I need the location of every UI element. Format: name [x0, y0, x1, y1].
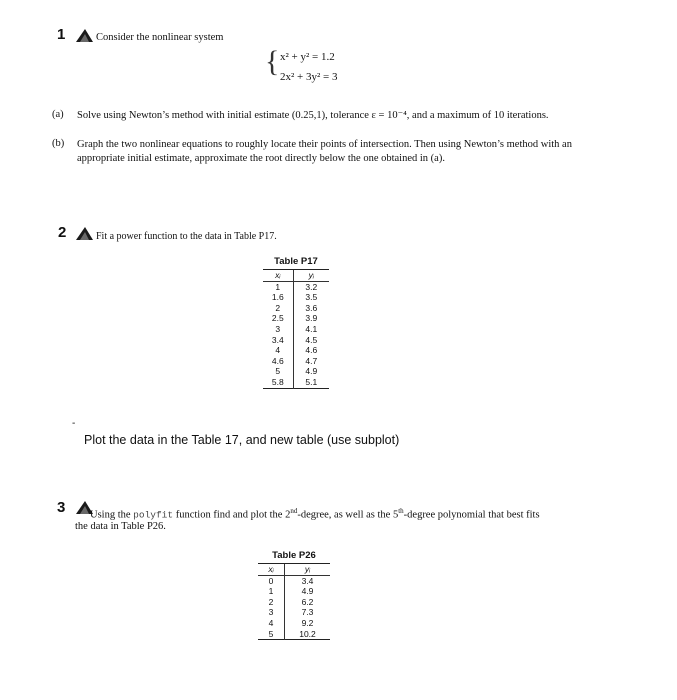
- plot-note: Plot the data in the Table 17, and new table (use subplot): [84, 433, 400, 447]
- table-p17-grid: [263, 270, 329, 389]
- intro-pre: Using the: [90, 509, 131, 521]
- cell-y: 9.2: [301, 617, 314, 628]
- cell-x: 5.8: [263, 377, 293, 388]
- cell-x: 5: [263, 366, 293, 377]
- sup-th: th: [398, 507, 404, 515]
- cell-y: 10.2: [299, 628, 316, 639]
- cell-x: 2: [258, 597, 285, 608]
- cell-y: 3.9: [305, 313, 318, 324]
- part-b-label: (b): [52, 138, 65, 149]
- table-row: [258, 629, 330, 640]
- equation-2: 2x² + 3y² = 3: [280, 71, 338, 83]
- cell-x: 3.4: [263, 335, 293, 346]
- triangle-marker-icon: [74, 225, 94, 241]
- equation-1: x² + y² = 1.2: [280, 51, 335, 63]
- cell-y: 4.9: [301, 586, 314, 597]
- table-row: [263, 356, 329, 367]
- table-row: [263, 281, 329, 292]
- table-row: [258, 618, 330, 629]
- table-p17-col-y: yᵢ: [293, 270, 329, 281]
- cell-x: 0: [258, 575, 285, 586]
- cell-x: 3: [258, 607, 285, 618]
- cell-x: 2.5: [263, 313, 293, 324]
- cell-x: 3: [263, 324, 293, 335]
- part-a-label: (a): [52, 109, 64, 120]
- problem-2-number: 2: [58, 224, 67, 241]
- intro-mid: function find and plot the 2: [175, 509, 291, 521]
- cell-x: 4: [258, 618, 285, 629]
- table-row: [263, 377, 329, 388]
- cell-x: 1: [263, 281, 293, 292]
- table-p26-col-y: yᵢ: [285, 564, 331, 575]
- table-p17-title: Table P17: [263, 256, 329, 270]
- table-row: [258, 575, 330, 586]
- table-row: [263, 324, 329, 335]
- cell-x: 5: [258, 629, 285, 640]
- table-p17-col-x: xᵢ: [263, 270, 293, 281]
- table-p26-grid: [258, 564, 330, 640]
- sup-nd: nd: [290, 507, 298, 515]
- bullet-dash: -: [72, 418, 76, 429]
- cell-x: 1.6: [263, 292, 293, 303]
- cell-y: 3.6: [305, 302, 318, 313]
- table-p26-title: Table P26: [258, 550, 330, 564]
- cell-y: 7.3: [301, 607, 314, 618]
- table-row: [263, 292, 329, 303]
- table-row: [263, 345, 329, 356]
- cell-x: 4.6: [263, 356, 293, 367]
- table-row: [258, 597, 330, 608]
- problem-2-intro: Fit a power function to the data in Table P17.: [96, 231, 277, 242]
- triangle-marker-icon: [74, 27, 94, 43]
- part-a-text: Solve using Newton’s method with initial estimate (0.25,1), tolerance ε = 10⁻⁴, and a maximum of 10 iterations.: [77, 110, 549, 121]
- cell-y: 4.7: [305, 355, 318, 366]
- brace-icon: {: [265, 45, 280, 78]
- cell-x: 2: [263, 303, 293, 314]
- table-row: [263, 313, 329, 324]
- cell-y: 4.9: [305, 366, 318, 377]
- problem-1-intro: Consider the nonlinear system: [96, 32, 224, 43]
- problem-3-number: 3: [57, 499, 66, 516]
- cell-x: 1: [258, 586, 285, 597]
- problem-3-intro-line2: the data in Table P26.: [75, 521, 166, 532]
- cell-y: 3.5: [305, 292, 318, 303]
- table-p17: [263, 256, 329, 389]
- table-row: [258, 607, 330, 618]
- table-p26: [258, 550, 330, 640]
- cell-y: 4.6: [305, 345, 318, 356]
- table-p26-col-x: xᵢ: [258, 564, 285, 575]
- cell-y: 4.5: [305, 334, 318, 345]
- table-row: [263, 303, 329, 314]
- table-row: [263, 335, 329, 346]
- part-b-text: Graph the two nonlinear equations to roughly locate their points of intersection. Then using Newton’s method with an appropriate initial estimate, approximate the root directly below the one obtained in (a).: [77, 139, 572, 164]
- intro-mid2: -degree, as well as the 5: [297, 509, 399, 521]
- problem-3-intro: [90, 507, 540, 521]
- cell-y: 3.2: [305, 281, 318, 292]
- cell-y: 4.1: [305, 323, 318, 334]
- table-row: [258, 586, 330, 597]
- problem-1-number: 1: [57, 26, 66, 43]
- polyfit-code: polyfit: [133, 509, 174, 521]
- cell-y: 3.4: [301, 575, 314, 586]
- cell-y: 6.2: [301, 596, 314, 607]
- cell-x: 4: [263, 345, 293, 356]
- table-row: [263, 366, 329, 377]
- cell-y: 5.1: [305, 376, 318, 387]
- intro-post: -degree polynomial that best fits: [403, 509, 540, 521]
